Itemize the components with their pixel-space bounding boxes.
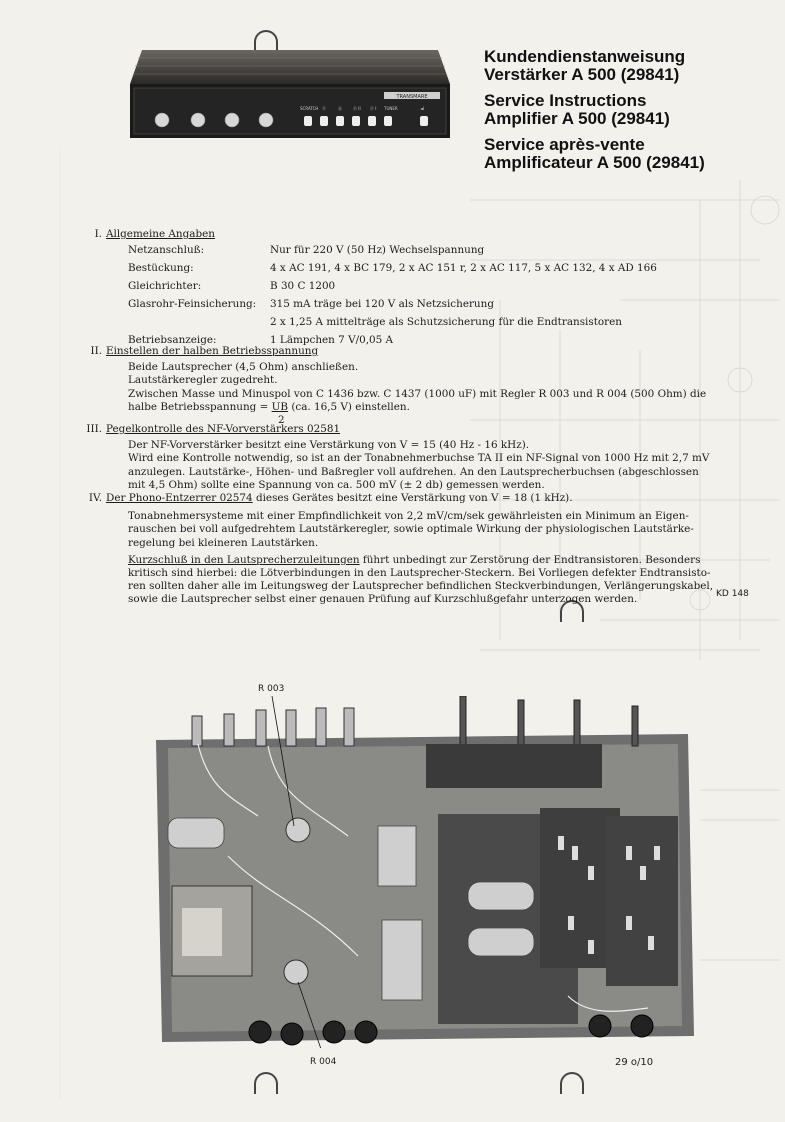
spec-row: 2 x 1,25 A mittelträge als Schutzsicherung für die Endtransistoren (270, 316, 622, 329)
section-preamp-level: III. Pegelkontrolle des NF-Vorverstärkers 02581 Der NF-Vorverstärker besitzt eine Verstärkung von V = 15 (40 Hz - 16 kHz). Wird eine Kontrolle notwendig, so ist an der Tonabnehmerbuchse TA II ein NF-Signal von 1000 Hz mit 2,7 mV anzulegen. Lautstärke-, Höhen- und Baßregler voll aufdrehen. An den Lautsprecherbuchsen (abgeschlossen mit 4,5 Ohm) sollte eine Spannung von ca. 500 mV (± 2 db) gemessen werden. (106, 423, 746, 492)
label-r004: R 004 (310, 1057, 337, 1067)
label-r003: R 003 (258, 684, 285, 694)
circuit-board-photo (148, 696, 696, 1048)
spec-row: Netzanschluß: Nur für 220 V (50 Hz) Wechselspannung (128, 244, 485, 257)
front-label-2: Ⓢ (322, 106, 326, 111)
front-label-5: Ⓟ I (370, 106, 377, 111)
section-general (94, 228, 746, 352)
section-heading: IV. Der Phono-Entzerrer 02574 dieses Gerätes besitzt eine Verstärkung von V = 18 (1 kHz). (88, 492, 573, 504)
document-code: KD 148 (716, 589, 749, 599)
front-label-4: Ⓟ II (353, 106, 361, 111)
title-french: Service après-vente Amplificateur A 500 (29841) (484, 135, 705, 172)
brand-label: TRANSMARE (396, 94, 428, 100)
title-german: Kundendienstanweisung Verstärker A 500 (29841) (484, 47, 686, 84)
punch-hole-bottom-right (560, 1072, 584, 1094)
section-phono-equalizer: IV. Der Phono-Entzerrer 02574 dieses Gerätes besitzt eine Verstärkung von V = 18 (1 kHz). Tonabnehmersysteme mit einer Empfindlichkeit von 2,2 mV/cm/sek gewährleisten ein Minimum an Eigen- rauschen bei voll aufgedrehtem Lautstärkeregler, sowie optimale Wirkung der physiologischen Lautstärke- regelung bei kleineren Lautstärken. Kurzschluß in den Lautsprecherzuleitungen führt unbedingt zur Zerstörung der Endtransistoren. Besonders kritisch sind hierbei: die Lötverbindungen in den Lautsprecher-Steckern. Bei Vorliegen defekter Endtransisto- ren sollten daher alle im Leitungsweg der Lautsprecher befindlichen Steckverbindungen, Verlängerungskabel, sowie die Lautsprecher selbst einer genauen Prüfung auf Kurzschlußgefahr unterzogen werden. (106, 492, 746, 607)
punch-hole-bottom-left (254, 1072, 278, 1094)
spec-row: Gleichrichter: B 30 C 1200 (128, 280, 336, 293)
page-code: 29 o/10 (615, 1057, 654, 1068)
section-half-voltage: II. Einstellen der halben Betriebsspannung Beide Lautsprecher (4,5 Ohm) anschließen. Lautstärkeregler zugedreht. Zwischen Masse und Minuspol von C 1436 bzw. C 1437 (1000 uF) mit Regler R 003 und R 004 (500 Ohm) die halbe Betriebsspannung = UB (ca. 16,5 V) einstellen. 2 (106, 345, 746, 427)
amplifier-photo (128, 48, 452, 144)
title-block (484, 48, 774, 180)
front-label-6: TUNER (384, 106, 398, 111)
front-label-1: SCRATCH (300, 106, 319, 111)
title-english: Service Instructions Amplifier A 500 (29841) (484, 91, 670, 128)
spec-row: Glasrohr-Feinsicherung: 315 mA träge bei 120 V als Netzsicherung (128, 298, 494, 311)
section-heading: II. Einstellen der halben Betriebsspannung (90, 345, 319, 357)
section-heading: I. Allgemeine Angaben (94, 228, 215, 240)
front-label-3: Ⓠ (338, 106, 342, 111)
section-heading: III. Pegelkontrolle des NF-Vorverstärkers 02581 (86, 423, 341, 435)
front-label-7: ◄I (420, 106, 425, 111)
spec-row: Betriebsanzeige: 1 Lämpchen 7 V/0,05 A (128, 334, 394, 347)
spec-row: Bestückung: 4 x AC 191, 4 x BC 179, 2 x AC 151 r, 2 x AC 117, 5 x AC 132, 4 x AD 166 (128, 262, 657, 275)
